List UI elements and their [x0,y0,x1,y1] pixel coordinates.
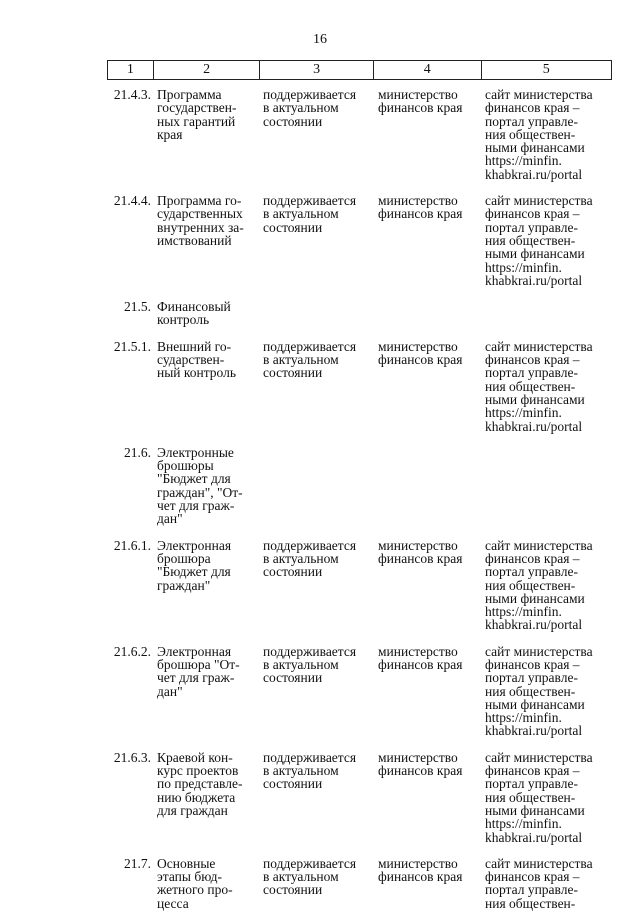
row-name: Электронные брошюры "Бюджет для граждан", "От- чет для граж- дан" [157,444,243,527]
row-source: сайт министерства финансов края – портал управле- ния обществен- ными финансами https://minfin. khabkrai.ru/portal [485,87,593,182]
row-name: Программа государствен- ных гарантий края [157,87,237,142]
row-source [485,300,635,327]
row-source [485,446,635,526]
row-status: поддерживается в актуальном состоянии [263,643,357,686]
table-row [0,300,640,340]
table-row [0,539,640,645]
row-source: сайт министерства финансов края – портал управле- ния обществен- ными финансами https://minfin. khabkrai.ru/portal [485,749,593,845]
row-status: поддерживается в актуальном состоянии [263,87,357,129]
row-source: сайт министерства финансов края – портал управле- ния обществен- ными финансами https://minfin. khabkrai.ru/portal [485,537,593,633]
row-name: Программа го- сударственных внутренних за- имствований [157,193,244,248]
table-row [0,88,640,194]
column-header-5: 5 [481,61,611,79]
row-status: поддерживается в актуальном состоянии [263,338,357,381]
row-source: сайт министерства финансов края – портал управле- ния обществен- ными финансами https://minfin. khabkrai.ru/portal [485,643,593,739]
row-responsible: министерство финансов края [378,643,463,672]
table-body [0,88,640,923]
table-row [0,751,640,857]
row-number: 21.5.1. [113,338,151,354]
row-responsible: министерство финансов края [378,87,463,116]
page-number: 16 [313,32,327,47]
row-status [263,300,378,327]
row-number: 21.6. [124,444,151,460]
row-number: 21.6.3. [113,749,151,765]
row-status [263,446,378,526]
row-source: сайт министерства финансов края – портал управле- ния обществен- [485,855,593,911]
row-responsible: министерство финансов края [378,537,463,566]
row-name: Электронная брошюра "Бюджет для граждан" [157,537,232,593]
table-row [0,446,640,539]
row-name: Краевой кон- курс проектов по представле- нию бюджета для граждан [157,749,243,818]
column-header-3: 3 [259,61,373,79]
row-number: 21.6.2. [113,643,151,659]
row-responsible [378,300,485,327]
table-row [0,645,640,751]
table-row [0,194,640,300]
row-number: 21.4.4. [113,193,151,209]
row-name: Финансовый контроль [157,299,231,328]
row-source: сайт министерства финансов края – портал управле- ния обществен- ными финансами https://minfin. khabkrai.ru/portal [485,338,593,434]
row-status: поддерживается в актуальном состоянии [263,537,357,580]
row-source: сайт министерства финансов края – портал управле- ния обществен- ными финансами https://minfin. khabkrai.ru/portal [485,193,593,288]
column-header-4: 4 [373,61,481,79]
column-header-1: 1 [126,62,134,77]
row-number: 21.5. [124,299,151,315]
row-status: поддерживается в актуальном состоянии [263,193,357,235]
row-name: Основные этапы бюд- жетного про- цесса [157,855,233,911]
row-responsible: министерство финансов края [378,193,463,222]
column-header-2: 2 [153,61,260,79]
row-status: поддерживается в актуальном состоянии [263,855,357,898]
row-number: 21.7. [124,855,151,871]
row-number: 21.6.1. [113,537,151,553]
row-name: Внешний го- сударствен- ный контроль [157,338,237,381]
row-responsible [378,446,485,526]
table-row [0,857,640,923]
row-name: Электронная брошюра "От- чет для граж- дан" [157,643,240,699]
row-status: поддерживается в актуальном состоянии [263,749,357,792]
row-responsible: министерство финансов края [378,338,463,368]
row-responsible: министерство финансов края [378,749,463,779]
row-number: 21.4.3. [113,87,151,102]
table-header [107,60,612,80]
row-responsible: министерство финансов края [378,855,463,885]
table-row [0,340,640,446]
